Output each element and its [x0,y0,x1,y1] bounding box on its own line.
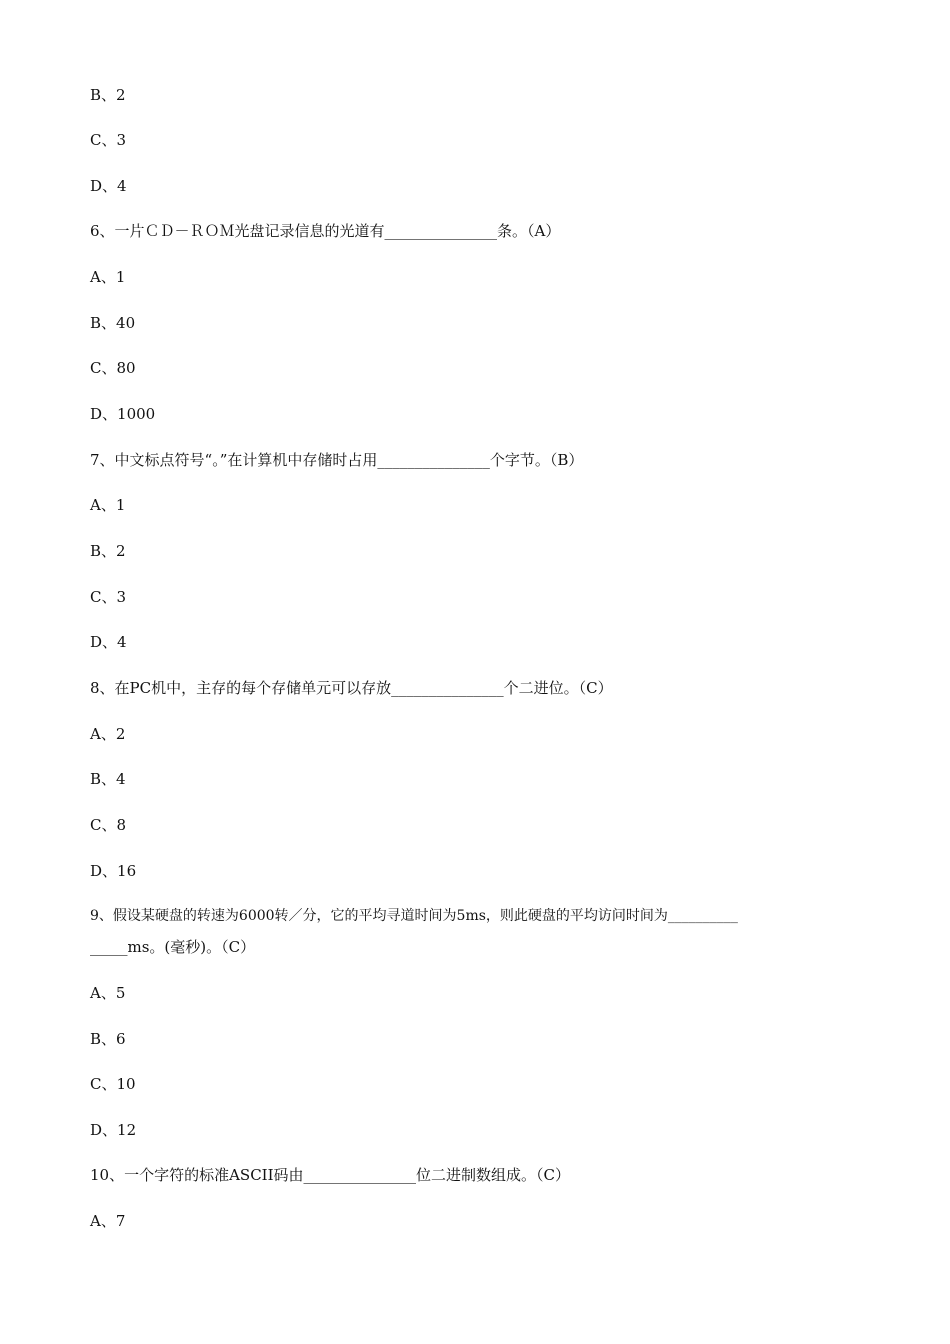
option-d: D、16 [90,862,137,880]
option-a: A、1 [90,496,126,514]
option-d: D、12 [90,1121,137,1139]
option-c: C、10 [90,1075,136,1093]
option-b: B、40 [90,314,136,332]
option-b: B、2 [90,542,126,560]
question-9-cont: _____ms。(毫秒)。（C） [90,938,256,956]
question-9: 9、假设某硬盘的转速为6000转／分，它的平均寻道时间为5ms，则此硬盘的平均访问时间为__________ [90,908,738,924]
question-10: 10、一个字符的标准ASCII码由_______________位二进制数组成。（C） [90,1166,571,1184]
option-b: B、2 [90,86,126,104]
option-a: A、5 [90,984,126,1002]
option-d: D、4 [90,633,127,651]
question-7: 7、中文标点符号“。”在计算机中存储时占用_______________个字节。（B） [90,451,584,469]
option-d: D、1000 [90,405,156,423]
question-6: 6、一片ＣＤ－ＲＯＭ光盘记录信息的光道有_______________条。（A） [90,222,561,240]
option-c: C、3 [90,588,127,606]
option-b: B、6 [90,1030,126,1048]
option-c: C、80 [90,359,136,377]
option-c: C、8 [90,816,127,834]
option-c: C、3 [90,131,127,149]
option-a: A、7 [90,1212,126,1230]
option-b: B、4 [90,770,126,788]
option-d: D、4 [90,177,127,195]
option-a: A、1 [90,268,126,286]
question-8: 8、在PC机中，主存的每个存储单元可以存放_______________个二进位。（C） [90,679,613,697]
option-a: A、2 [90,725,126,743]
